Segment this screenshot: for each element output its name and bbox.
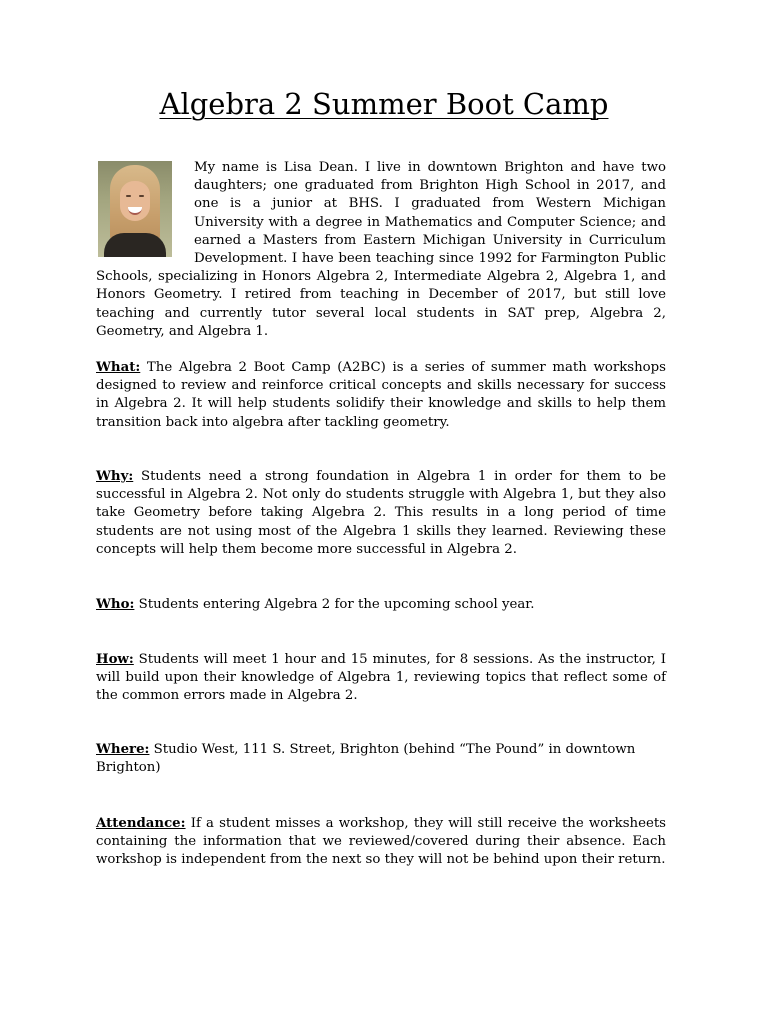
where-section: [96, 741, 666, 777]
how-text: Students will meet 1 hour and 15 minutes, for 8 sessions. As the instructor, I will build upon their knowledge of Algebra 1, reviewing topics that reflect some of the common errors made in Algebra 2.: [96, 652, 666, 704]
bio-text: My name is Lisa Dean. I live in downtown Brighton and have two daughters; one graduated from Brighton High School in 2017, and one is a junior at BHS. I graduated from Western Michigan University with a degree in Mathematics and Computer Science; and earned a Masters from Eastern Michigan University in Curriculum Development. I have been teaching since 1992 for Farmington Public Schools, specializing in Honors Algebra 2, Intermediate Algebra 2, Algebra 1, and Honors Geometry. I retired from teaching in December of 2017, but still love teaching and currently tutor several local students in SAT prep, Algebra 2, Geometry, and Algebra 1.: [96, 160, 666, 339]
instructor-photo: [98, 161, 172, 257]
photo-eye-left: [126, 195, 131, 197]
why-text: Students need a strong foundation in Algebra 1 in order for them to be successful in Algebra 2. Not only do students struggle with Algebra 1, but they also take Geometry before taking Algebra 2. This results in a long period of time students are not using most of the Algebra 1 skills they learned. Reviewing these concepts will help them become more successful in Algebra 2.: [96, 469, 666, 557]
photo-face: [120, 181, 150, 221]
who-text: Students entering Algebra 2 for the upcoming school year.: [134, 597, 535, 612]
document-title: Algebra 2 Summer Boot Camp: [159, 87, 609, 121]
what-text: The Algebra 2 Boot Camp (A2BC) is a series of summer math workshops designed to review and reinforce critical concepts and skills necessary for success in Algebra 2. It will help students solidify their knowledge and skills to help them transition back into algebra after tackling geometry.: [96, 360, 666, 430]
photo-shirt: [104, 233, 166, 257]
who-label: Who:: [96, 597, 135, 612]
attendance-text: If a student misses a workshop, they will still receive the worksheets containing the information that we reviewed/covered during their absence. Each workshop is independent from the next so they will not be behind upon their return.: [96, 816, 666, 868]
why-section: [96, 468, 666, 559]
where-text: Studio West, 111 S. Street, Brighton (behind “The Pound” in downtown Brighton): [96, 742, 636, 776]
bio-paragraph: [96, 159, 666, 341]
what-label: What:: [96, 360, 141, 375]
attendance-label: Attendance:: [96, 816, 186, 831]
what-section: [96, 359, 666, 432]
why-label: Why:: [96, 469, 134, 484]
how-label: How:: [96, 652, 134, 667]
who-section: [96, 596, 666, 614]
attendance-section: [96, 815, 666, 870]
how-section: [96, 651, 666, 706]
photo-eye-right: [139, 195, 144, 197]
where-label: Where:: [96, 742, 150, 757]
